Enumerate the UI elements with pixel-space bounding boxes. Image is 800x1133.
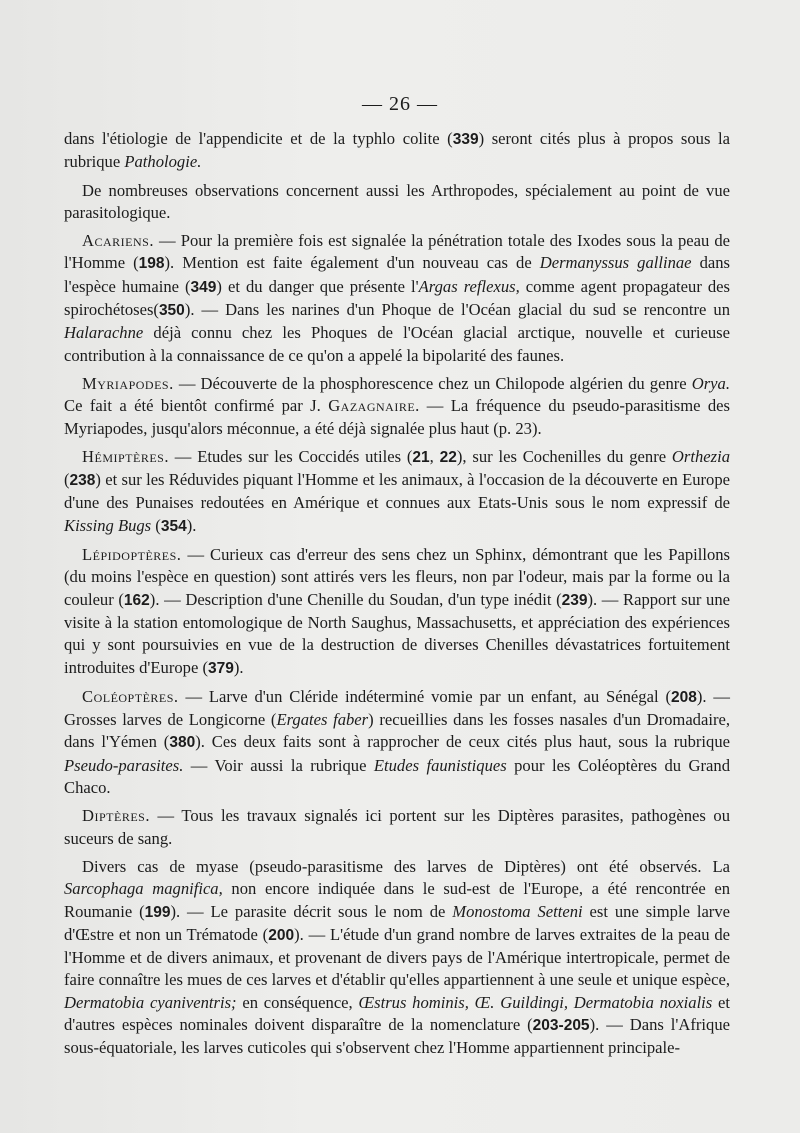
paragraph	[64, 446, 730, 538]
text-run: Divers cas de myase (pseudo-parasitisme des larves de Diptères) ont été observés. La	[82, 856, 730, 876]
reference-number: 199	[144, 903, 171, 921]
text-run: De nombreuses observations concernent aussi les Arthropodes, spécialement au point de vue parasitologique.	[64, 180, 730, 222]
italic-text: Dermanyssus gallinae	[539, 253, 692, 273]
italic-text: Orya.	[691, 373, 730, 393]
text-run: (	[151, 515, 161, 535]
italic-text: Ergates faber	[276, 710, 369, 730]
text-run: ) et sur les Réduvides piquant l'Homme et les animaux, à l'occasion de la découverte en Europe d'une des Punaises redoutées en Amérique et connues aux Etats-Unis sous le nom expressif de	[64, 470, 730, 513]
text-run: ). — Grosses larves de Longicorne (	[64, 686, 730, 730]
reference-number: 198	[138, 255, 165, 273]
text-run: — Pour la première fois est signalée la pénétration totale des Ixodes sous la peau de l'Homme (	[64, 231, 730, 273]
text-run: ). Ces deux faits sont à rapprocher de ceux cités plus haut, sous la rubrique	[195, 732, 730, 752]
italic-text: Pathologie.	[124, 152, 202, 172]
reference-number: 239	[561, 591, 588, 609]
paragraph	[64, 686, 730, 799]
text-run: — Voir aussi la rubrique	[183, 755, 374, 775]
italic-text: Pseudo-parasites.	[64, 755, 184, 775]
reference-number: 350	[158, 302, 185, 320]
text-run: dans l'espèce humaine (	[64, 253, 731, 296]
paragraph	[64, 373, 730, 440]
text-run: comme agent propagateur des spirochétoses(	[64, 276, 730, 320]
reference-number: 21	[412, 448, 430, 466]
text-run: — Tous les travaux signalés ici portent sur les Diptères parasites, pathogènes ou suceurs de sang.	[64, 806, 730, 848]
text-run: dans l'étiologie de l'appendicite et de la typhlo colite (	[64, 129, 453, 148]
section-heading: Hémiptères.	[82, 446, 169, 466]
text-run: ). — Description d'une Chenille du Soudan, d'un type inédit (	[149, 589, 562, 609]
text-run: ,	[429, 446, 440, 466]
section-heading: Myriapodes.	[82, 373, 174, 393]
reference-number: 208	[670, 688, 697, 706]
text-run: ) et du danger que présente l'	[216, 276, 419, 296]
text-run: non encore indiquée dans le sud-est de l'Europe, a été rencontrée en Roumanie (	[64, 879, 731, 921]
paragraph	[64, 230, 730, 367]
text-run: est une simple larve d'Œstre et non un Trématode (	[64, 901, 730, 944]
reference-number: 22	[439, 448, 457, 466]
reference-number: 162	[123, 591, 150, 609]
paragraph	[64, 128, 730, 174]
text-run: ). — Dans l'Afrique sous-équatoriale, les larves cuticoles qui s'observent chez l'Homme appartiennent principale-	[64, 1014, 730, 1058]
text-run: ). — L'étude d'un grand nombre de larves extraites de la peau de l'Homme et de divers animaux, et provenant de divers pays de l'Amérique intertropicale, permet de faire connaître les mues de ces larves et d'établir qu'elles appartiennent à une seule et unique espèce,	[64, 924, 731, 990]
reference-number: 238	[69, 472, 96, 490]
text-run: ). Mention est faite également d'un nouveau cas de	[164, 253, 540, 273]
italic-text: Kissing Bugs	[64, 515, 152, 535]
text-run: . — La fréquence du pseudo-parasitisme des Myriapodes, jusqu'alors méconnue, a été déjà signalée plus haut (p. 23).	[64, 396, 731, 438]
italic-text: Sarcophaga magnifica,	[64, 879, 223, 899]
section-heading: Coléoptères.	[82, 686, 179, 706]
text-run: ) recueillies dans les fosses nasales d'un Dromadaire, dans l'Yémen (	[64, 710, 730, 752]
text-run: et d'autres espèces nominales doivent disparaître de la nomenclature (	[64, 992, 730, 1034]
reference-number: 349	[190, 278, 217, 296]
section-heading: Diptères.	[82, 806, 150, 826]
reference-number: 200	[268, 926, 295, 944]
text-run: ). — Dans les narines d'un Phoque de l'Océan glacial du sud se rencontre un	[184, 300, 730, 320]
paragraph	[64, 805, 730, 850]
text-run: ), sur les Cochenilles du genre	[456, 446, 672, 466]
reference-number: 339	[452, 131, 479, 148]
text-run: pour les Coléoptères du Grand Chaco.	[64, 755, 730, 798]
page-number: — 26 —	[362, 93, 438, 115]
italic-text: Monostoma Setteni	[452, 901, 583, 921]
reference-number: 380	[169, 734, 196, 752]
section-heading: Gazagnaire	[328, 396, 416, 416]
italic-text: Halarachne	[64, 323, 144, 343]
italic-text: Œstrus hominis, Œ. Guildingi, Dermatobia noxialis	[358, 992, 713, 1012]
paragraph	[64, 856, 730, 1060]
section-heading: Acariens.	[82, 231, 154, 251]
text-run: ). — Le parasite décrit sous le nom de	[170, 901, 453, 921]
text-run: — Curieux cas d'erreur des sens chez un Sphinx, démontrant que les Papillons (du moins l'espèce en question) sont attirés vers les fleurs, non par l'odeur, mais par la forme ou la couleur (	[64, 545, 730, 609]
italic-text: Argas reflexus,	[418, 276, 520, 296]
text-run: ).	[233, 657, 244, 677]
text-run: — Larve d'un Cléride indéterminé vomie par un enfant, au Sénégal (	[178, 686, 671, 706]
italic-text: Orthezia	[671, 446, 730, 466]
italic-text: Dermatobia cyaniventris;	[64, 992, 237, 1012]
paragraph	[64, 180, 730, 225]
text-run: ) seront cités plus à propos sous la rubrique	[64, 129, 730, 172]
text-run: Ce fait a été bientôt confirmé par J.	[64, 396, 329, 416]
paragraph	[64, 544, 730, 680]
reference-number: 379	[208, 659, 234, 677]
text-run: (	[64, 470, 70, 490]
text-run: ). — Rapport sur une visite à la station entomologique de North Saughus, Massachusetts, et appréciation des expériences qui y sont poursuivies en vue de la destruction de diverses Chenilles dévastatrices fortuitement introduites d'Europe (	[64, 589, 730, 677]
text-run: ).	[186, 515, 197, 535]
text-run: — Etudes sur les Coccidés utiles (	[168, 446, 413, 466]
section-heading: Lépidoptères.	[82, 545, 182, 565]
italic-text: Etudes faunistiques	[373, 755, 507, 775]
text-run: en conséquence,	[236, 992, 359, 1012]
reference-number: 354	[160, 517, 187, 535]
text-run: — Découverte de la phosphorescence chez un Chilopode algérien du genre	[173, 373, 692, 393]
reference-number: 203-205	[532, 1016, 590, 1034]
text-run: déjà connu chez les Phoques de l'Océan glacial arctique, nouvelle et curieuse contribution à la connaissance de ce qu'on a appelé la bipolarité des faunes.	[64, 323, 730, 365]
body-text	[64, 128, 730, 1066]
